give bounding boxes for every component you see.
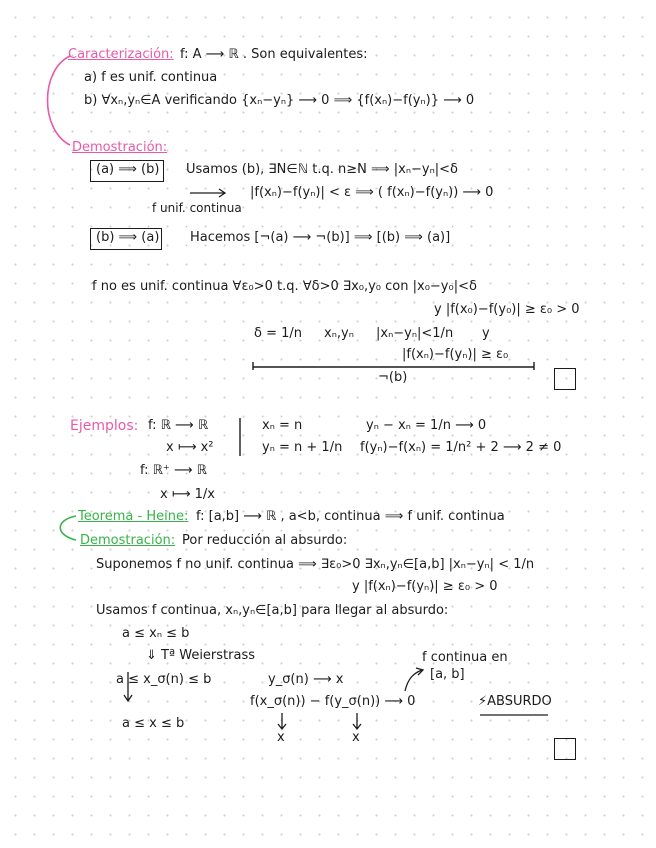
ba-line: Hacemos [¬(a) ⟶ ¬(b)] ⟹ [(b) ⟹ (a)] bbox=[190, 230, 451, 245]
heine-ineq3: a ≤ x ≤ b bbox=[122, 716, 185, 731]
example1-rule: x ⟼ x² bbox=[166, 440, 214, 455]
ab-label: (a) ⟹ (b) bbox=[96, 162, 160, 177]
heine-fdiff: f(x_σ(n)) − f(y_σ(n)) ⟶ 0 bbox=[250, 694, 416, 709]
continua-note-2: [a, b] bbox=[430, 667, 465, 682]
ejemplos-title: Ejemplos: bbox=[70, 418, 139, 434]
weierstrass-note: ⇓ Tª Weierstrass bbox=[146, 648, 255, 663]
heine-line3: Usamos f continua, xₙ,yₙ∈[a,b] para llegar al absurdo: bbox=[96, 603, 449, 618]
negation-line4: |f(xₙ)−f(yₙ)| ≥ ε₀ bbox=[402, 347, 509, 362]
implication-arrow-icon bbox=[190, 189, 225, 197]
negation-result: ¬(b) bbox=[378, 370, 408, 385]
negation-dist: |xₙ−yₙ|<1/n bbox=[376, 326, 454, 341]
example1-xn: xₙ = n bbox=[262, 418, 303, 433]
pink-bracket-arrow bbox=[48, 56, 71, 145]
demostracion-title: Demostración: bbox=[72, 140, 168, 155]
example1-fdiff: f(yₙ)−f(xₙ) = 1/n² + 2 ⟶ 2 ≠ 0 bbox=[360, 440, 562, 455]
teorema-dem-title: Demostración: bbox=[80, 533, 176, 548]
negation-line1: f no es unif. continua ∀ε₀>0 t.q. ∀δ>0 ∃x₀,y₀ con |x₀−y₀|<δ bbox=[92, 279, 477, 294]
negation-line2: y |f(x₀)−f(y₀)| ≥ ε₀ > 0 bbox=[434, 302, 580, 317]
teorema-dem-method: Por reducción al absurdo: bbox=[182, 533, 348, 548]
example2-map: f: ℝ⁺ ⟶ ℝ bbox=[140, 463, 207, 478]
limit-x-right: x bbox=[352, 730, 360, 745]
down-arrow-icon bbox=[278, 713, 286, 729]
teorema-statement: f: [a,b] ⟶ ℝ , a<b, continua ⟹ f unif. continua bbox=[196, 509, 505, 524]
ab-note: f unif. continua bbox=[152, 201, 242, 215]
caracterizacion-statement: f: A ⟶ ℝ . Son equivalentes: bbox=[180, 47, 368, 62]
heine-ysigma: y_σ(n) ⟶ x bbox=[268, 672, 344, 687]
heine-line2: y |f(xₙ)−f(yₙ)| ≥ ε₀ > 0 bbox=[352, 579, 498, 594]
teorema-title: Teorema - Heine: bbox=[78, 509, 189, 524]
heine-line1: Suponemos f no unif. continua ⟹ ∃ε₀>0 ∃xₙ,yₙ∈[a,b] |xₙ−yₙ| < 1/n bbox=[96, 557, 535, 572]
caracterizacion-title: Caracterización: bbox=[68, 47, 174, 62]
condition-a: a) f es unif. continua bbox=[84, 70, 218, 85]
qed-square-2 bbox=[554, 738, 576, 760]
down-arrow-icon bbox=[353, 713, 361, 729]
example1-yn: yₙ = n + 1/n bbox=[262, 440, 343, 455]
heine-ineq2: a ≤ x_σ(n) ≤ b bbox=[116, 672, 212, 687]
continua-note-1: f continua en bbox=[422, 650, 508, 665]
absurdo-label: ⚡ABSURDO bbox=[478, 694, 552, 709]
example2-rule: x ⟼ 1/x bbox=[160, 487, 215, 502]
condition-b: b) ∀xₙ,yₙ∈A verificando {xₙ−yₙ} ⟶ 0 ⟹ {f(xₙ)−f(yₙ)} ⟶ 0 bbox=[84, 93, 475, 108]
negation-seq: xₙ,yₙ bbox=[324, 326, 354, 341]
qed-square bbox=[554, 368, 576, 390]
ab-line2: |f(xₙ)−f(yₙ)| < ε ⟹ ( f(xₙ)−f(yₙ)) ⟶ 0 bbox=[250, 185, 494, 200]
ab-line1: Usamos (b), ∃N∈ℕ t.q. n≥N ⟹ |xₙ−yₙ|<δ bbox=[186, 162, 458, 177]
limit-x-left: x bbox=[277, 730, 285, 745]
negation-y: y bbox=[482, 326, 490, 341]
negation-delta: δ = 1/n bbox=[254, 326, 303, 341]
green-bracket-arrow bbox=[60, 516, 76, 540]
example1-diff: yₙ − xₙ = 1/n ⟶ 0 bbox=[366, 418, 487, 433]
ba-label: (b) ⟹ (a) bbox=[96, 230, 160, 245]
example1-map: f: ℝ ⟶ ℝ bbox=[148, 418, 209, 433]
heine-ineq1: a ≤ xₙ ≤ b bbox=[122, 626, 190, 641]
curved-arrow-icon bbox=[405, 668, 423, 691]
